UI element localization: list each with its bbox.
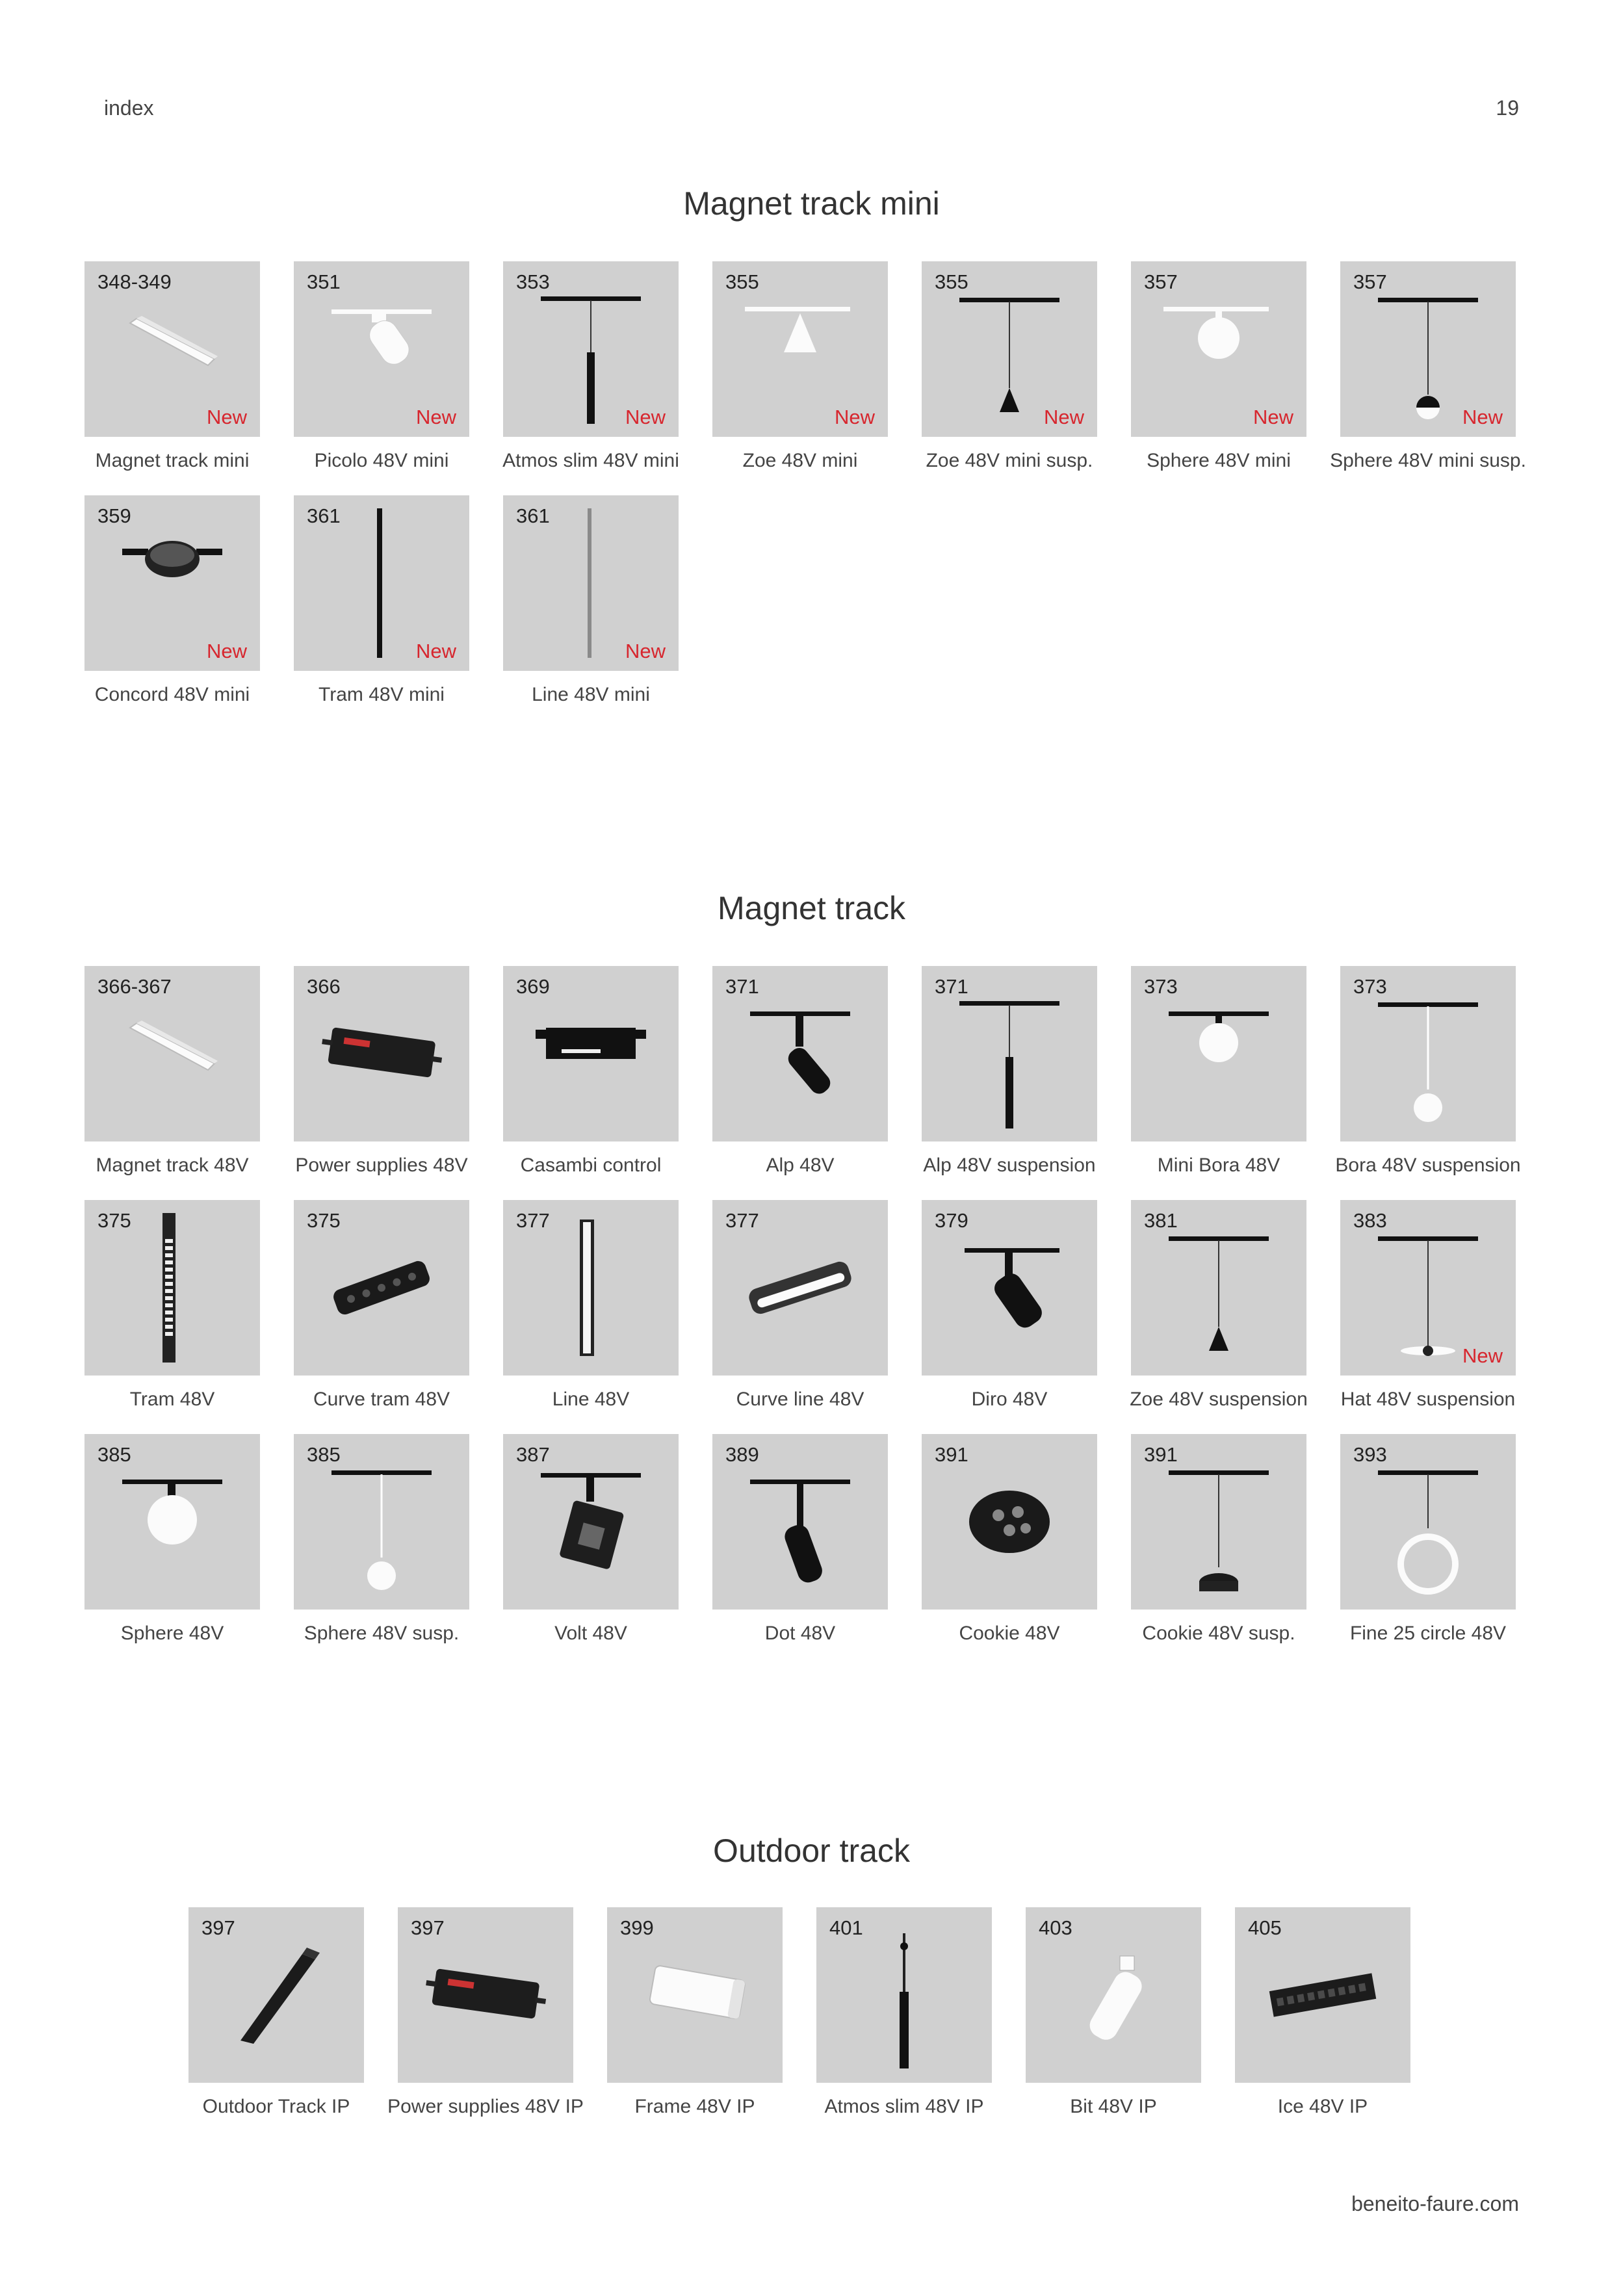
page-ref: 385 bbox=[97, 1443, 131, 1466]
product-name: Power supplies 48V bbox=[295, 1155, 468, 1176]
product-thumbnail[interactable] bbox=[712, 966, 888, 1141]
product-thumbnail[interactable] bbox=[294, 495, 469, 671]
product-thumbnail[interactable] bbox=[712, 1200, 888, 1376]
page-ref: 383 bbox=[1353, 1209, 1387, 1232]
page-ref: 385 bbox=[307, 1443, 341, 1466]
new-badge: New bbox=[1462, 1344, 1503, 1367]
product-thumbnail[interactable] bbox=[712, 261, 888, 437]
page-ref: 387 bbox=[516, 1443, 550, 1466]
product-name: Hat 48V suspension bbox=[1340, 1389, 1516, 1410]
product-thumbnail[interactable] bbox=[922, 261, 1097, 437]
page-ref: 397 bbox=[411, 1916, 445, 1939]
page-ref: 373 bbox=[1353, 975, 1387, 998]
product-thumbnail[interactable] bbox=[1131, 966, 1306, 1141]
page-ref: 373 bbox=[1144, 975, 1178, 998]
page-ref: 391 bbox=[935, 1443, 968, 1466]
product-name: Fine 25 circle 48V bbox=[1349, 1623, 1507, 1644]
product-thumbnail[interactable] bbox=[84, 1200, 260, 1376]
product-thumbnail[interactable] bbox=[1131, 1200, 1306, 1376]
header-index: index bbox=[104, 96, 154, 120]
page-ref: 357 bbox=[1353, 270, 1387, 293]
product-name: Outdoor Track IP bbox=[202, 2096, 350, 2117]
product-thumbnail[interactable] bbox=[1340, 1434, 1516, 1610]
product-thumbnail[interactable] bbox=[816, 1907, 992, 2083]
page-number: 19 bbox=[1496, 96, 1519, 120]
product-thumbnail[interactable] bbox=[503, 966, 679, 1141]
page-ref: 361 bbox=[516, 504, 550, 527]
product-name: Sphere 48V susp. bbox=[304, 1623, 460, 1644]
new-badge: New bbox=[1043, 406, 1084, 428]
product-thumbnail[interactable] bbox=[922, 1200, 1097, 1376]
product-thumbnail[interactable] bbox=[188, 1907, 364, 2083]
product-thumbnail[interactable] bbox=[1131, 1434, 1306, 1610]
section-title-magnet: Magnet track bbox=[717, 890, 905, 926]
page-ref: 401 bbox=[829, 1916, 863, 1939]
product-thumbnail[interactable] bbox=[712, 1434, 888, 1610]
page-ref: 405 bbox=[1248, 1916, 1282, 1939]
product-thumbnail[interactable] bbox=[294, 966, 469, 1141]
product-name: Bit 48V IP bbox=[1070, 2096, 1157, 2117]
page-ref: 371 bbox=[725, 975, 759, 998]
product-name: Line 48V bbox=[552, 1389, 630, 1410]
footer-url: beneito-faure.com bbox=[1351, 2192, 1519, 2215]
product-name: Alp 48V suspension bbox=[923, 1155, 1096, 1176]
product-thumbnail[interactable] bbox=[294, 1434, 469, 1610]
product-thumbnail[interactable] bbox=[84, 1434, 260, 1610]
new-badge: New bbox=[415, 640, 456, 662]
product-thumbnail[interactable] bbox=[503, 495, 679, 671]
page-ref: 399 bbox=[620, 1916, 654, 1939]
page-ref: 375 bbox=[307, 1209, 341, 1232]
product-thumbnail[interactable] bbox=[503, 1434, 679, 1610]
product-name: Atmos slim 48V mini bbox=[502, 450, 679, 471]
page-ref: 359 bbox=[97, 504, 131, 527]
page-ref: 348-349 bbox=[97, 270, 172, 293]
product-thumbnail[interactable] bbox=[607, 1907, 783, 2083]
page-ref: 397 bbox=[201, 1916, 235, 1939]
product-name: Dot 48V bbox=[764, 1623, 836, 1644]
product-thumbnail[interactable] bbox=[1340, 1200, 1516, 1376]
new-badge: New bbox=[206, 640, 247, 662]
product-name: Cookie 48V bbox=[959, 1623, 1060, 1644]
product-name: Frame 48V IP bbox=[634, 2096, 755, 2117]
product-name: Power supplies 48V IP bbox=[387, 2096, 584, 2117]
product-thumbnail[interactable] bbox=[1026, 1907, 1201, 2083]
product-name: Ice 48V IP bbox=[1277, 2096, 1368, 2117]
product-thumbnail[interactable] bbox=[922, 966, 1097, 1141]
product-name: Picolo 48V mini bbox=[314, 450, 449, 471]
product-thumbnail[interactable] bbox=[398, 1907, 573, 2083]
new-badge: New bbox=[625, 640, 666, 662]
page-ref: 393 bbox=[1353, 1443, 1387, 1466]
page-ref: 371 bbox=[935, 975, 968, 998]
new-badge: New bbox=[206, 406, 247, 428]
product-thumbnail[interactable] bbox=[503, 261, 679, 437]
page-ref: 366-367 bbox=[97, 975, 172, 998]
page-ref: 366 bbox=[307, 975, 341, 998]
product-thumbnail[interactable] bbox=[84, 261, 260, 437]
page-ref: 403 bbox=[1039, 1916, 1072, 1939]
product-name: Alp 48V bbox=[766, 1155, 835, 1176]
page-ref: 357 bbox=[1144, 270, 1178, 293]
product-thumbnail[interactable] bbox=[294, 1200, 469, 1376]
product-name: Casambi control bbox=[520, 1155, 662, 1176]
product-name: Sphere 48V mini bbox=[1147, 450, 1291, 471]
page-ref: 391 bbox=[1144, 1443, 1178, 1466]
product-name: Atmos slim 48V IP bbox=[824, 2096, 984, 2117]
page-ref: 355 bbox=[935, 270, 968, 293]
product-name: Sphere 48V mini susp. bbox=[1330, 450, 1526, 471]
new-badge: New bbox=[1462, 406, 1503, 428]
product-thumbnail[interactable] bbox=[1340, 966, 1516, 1141]
page-ref: 369 bbox=[516, 975, 550, 998]
product-name: Concord 48V mini bbox=[94, 684, 250, 705]
product-name: Sphere 48V bbox=[120, 1623, 224, 1644]
page-ref: 379 bbox=[935, 1209, 968, 1232]
page-ref: 351 bbox=[307, 270, 341, 293]
product-name: Diro 48V bbox=[971, 1389, 1048, 1410]
product-name: Zoe 48V mini susp. bbox=[926, 450, 1093, 471]
product-name: Curve tram 48V bbox=[313, 1389, 450, 1410]
new-badge: New bbox=[415, 406, 456, 428]
product-name: Tram 48V mini bbox=[318, 684, 445, 705]
product-name: Bora 48V suspension bbox=[1335, 1155, 1521, 1176]
page-ref: 355 bbox=[725, 270, 759, 293]
product-thumbnail[interactable] bbox=[1235, 1907, 1410, 2083]
page-ref: 389 bbox=[725, 1443, 759, 1466]
product-thumbnail[interactable] bbox=[1340, 261, 1516, 437]
product-name: Volt 48V bbox=[554, 1623, 627, 1644]
product-name: Zoe 48V mini bbox=[742, 450, 858, 471]
page-ref: 377 bbox=[725, 1209, 759, 1232]
product-thumbnail[interactable] bbox=[922, 1434, 1097, 1610]
section-title-outdoor: Outdoor track bbox=[713, 1833, 910, 1869]
product-name: Tram 48V bbox=[129, 1389, 215, 1410]
new-badge: New bbox=[625, 406, 666, 428]
page-ref: 361 bbox=[307, 504, 341, 527]
product-name: Magnet track mini bbox=[95, 450, 250, 471]
page-ref: 381 bbox=[1144, 1209, 1178, 1232]
page-ref: 377 bbox=[516, 1209, 550, 1232]
product-name: Magnet track 48V bbox=[96, 1155, 249, 1176]
product-thumbnail[interactable] bbox=[503, 1200, 679, 1376]
product-thumbnail[interactable] bbox=[1131, 261, 1306, 437]
new-badge: New bbox=[834, 406, 875, 428]
product-name: Line 48V mini bbox=[532, 684, 650, 705]
product-name: Zoe 48V suspension bbox=[1130, 1389, 1308, 1410]
product-name: Cookie 48V susp. bbox=[1142, 1623, 1295, 1644]
page-ref: 353 bbox=[516, 270, 550, 293]
product-thumbnail[interactable] bbox=[84, 966, 260, 1141]
product-name: Curve line 48V bbox=[736, 1389, 864, 1410]
new-badge: New bbox=[1253, 406, 1293, 428]
product-name: Mini Bora 48V bbox=[1157, 1155, 1280, 1176]
product-thumbnail[interactable] bbox=[294, 261, 469, 437]
page-ref: 375 bbox=[97, 1209, 131, 1232]
product-thumbnail[interactable] bbox=[84, 495, 260, 671]
section-title-mini: Magnet track mini bbox=[683, 185, 940, 222]
